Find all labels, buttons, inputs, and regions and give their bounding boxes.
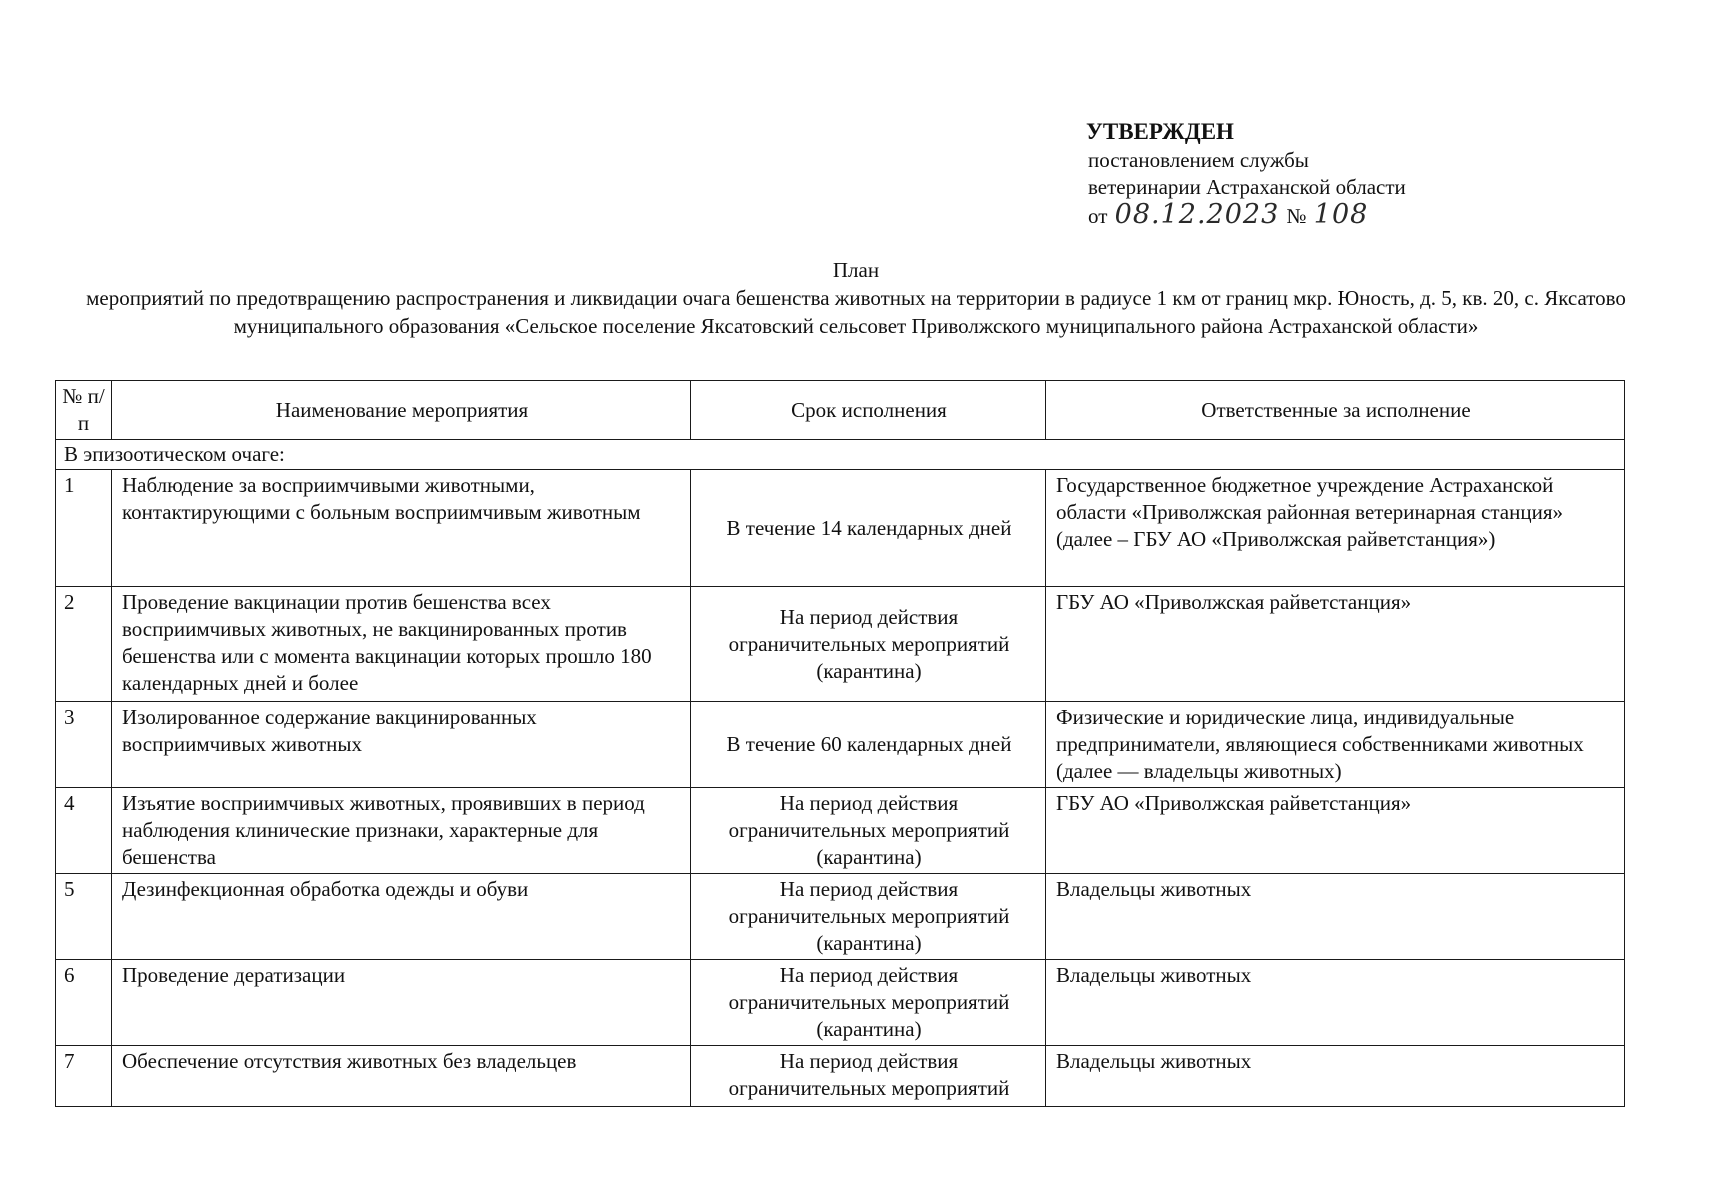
approval-line-1: постановлением службы: [1088, 148, 1309, 172]
approval-line-2: ветеринарии Астраханской области: [1088, 175, 1406, 199]
row-num: 4: [56, 788, 112, 874]
row-term: На период действия ограничительных мероприятий: [691, 1046, 1046, 1107]
row-name: Изъятие восприимчивых животных, проявивших в период наблюдения клинические признаки, характерные для бешенства: [112, 788, 691, 874]
approval-from-label: от: [1088, 204, 1108, 228]
row-name: Проведение дератизации: [112, 960, 691, 1046]
row-num: 7: [56, 1046, 112, 1107]
header-name: Наименование мероприятия: [112, 381, 691, 440]
row-term: В течение 14 календарных дней: [691, 470, 1046, 587]
table-row: [56, 702, 1625, 788]
row-responsible: Государственное бюджетное учреждение Астраханской области «Приволжская районная ветеринарная станция» (далее – ГБУ АО «Приволжская райветстанция»): [1046, 470, 1625, 587]
table-row: [56, 587, 1625, 702]
header-responsible: Ответственные за исполнение: [1046, 381, 1625, 440]
row-term: На период действия ограничительных мероприятий (карантина): [691, 788, 1046, 874]
row-name: Проведение вакцинации против бешенства всех восприимчивых животных, не вакцинированных против бешенства или с момента вакцинации которых прошло 180 календарных дней и более: [112, 587, 691, 702]
header-num: № п/п: [56, 381, 112, 440]
row-term: В течение 60 календарных дней: [691, 702, 1046, 788]
header-term: Срок исполнения: [691, 381, 1046, 440]
row-name: Дезинфекционная обработка одежды и обуви: [112, 874, 691, 960]
plan-description: мероприятий по предотвращению распространения и ликвидации очага бешенства животных на территории в радиусе 1 км от границ мкр. Юность, д. 5, кв. 20, с. Яксатово муниципального образования «Сельское поселение Яксатовский сельсовет Приволжского муниципального района Астраханской области»: [86, 286, 1626, 338]
approval-title: УТВЕРЖДЕН: [1086, 119, 1234, 144]
row-name: Изолированное содержание вакцинированных восприимчивых животных: [112, 702, 691, 788]
plan-title: План: [832, 258, 880, 282]
row-responsible: Владельцы животных: [1046, 874, 1625, 960]
plan-title-block: [40, 256, 1672, 340]
row-num: 1: [56, 470, 112, 587]
row-term: На период действия ограничительных мероприятий (карантина): [691, 960, 1046, 1046]
row-name: Наблюдение за восприимчивыми животными, контактирующими с больным восприимчивым животным: [112, 470, 691, 587]
row-responsible: ГБУ АО «Приволжская райветстанция»: [1046, 587, 1625, 702]
row-responsible: Владельцы животных: [1046, 960, 1625, 1046]
table-row: [56, 470, 1625, 587]
table-row: [56, 788, 1625, 874]
row-num: 5: [56, 874, 112, 960]
approval-handwritten-number: 108: [1313, 199, 1369, 230]
table-row: [56, 960, 1625, 1046]
section-label: В эпизоотическом очаге:: [56, 440, 1625, 470]
row-responsible: Физические и юридические лица, индивидуальные предприниматели, являющиеся собственниками животных (далее — владельцы животных): [1046, 702, 1625, 788]
row-responsible: ГБУ АО «Приволжская райветстанция»: [1046, 788, 1625, 874]
approval-date-line: [1088, 201, 1406, 230]
row-num: 2: [56, 587, 112, 702]
approval-block: [1088, 118, 1406, 230]
measures-table: [55, 380, 1625, 1107]
row-term: На период действия ограничительных мероприятий (карантина): [691, 874, 1046, 960]
row-term: На период действия ограничительных мероприятий (карантина): [691, 587, 1046, 702]
table-header-row: [56, 381, 1625, 440]
approval-handwritten-date: 08.12.2023: [1114, 199, 1280, 230]
table-row: [56, 1046, 1625, 1107]
row-num: 3: [56, 702, 112, 788]
table-row: [56, 874, 1625, 960]
row-name: Обеспечение отсутствия животных без владельцев: [112, 1046, 691, 1107]
approval-number-label: №: [1286, 204, 1307, 228]
row-num: 6: [56, 960, 112, 1046]
row-responsible: Владельцы животных: [1046, 1046, 1625, 1107]
section-row: [56, 440, 1625, 470]
